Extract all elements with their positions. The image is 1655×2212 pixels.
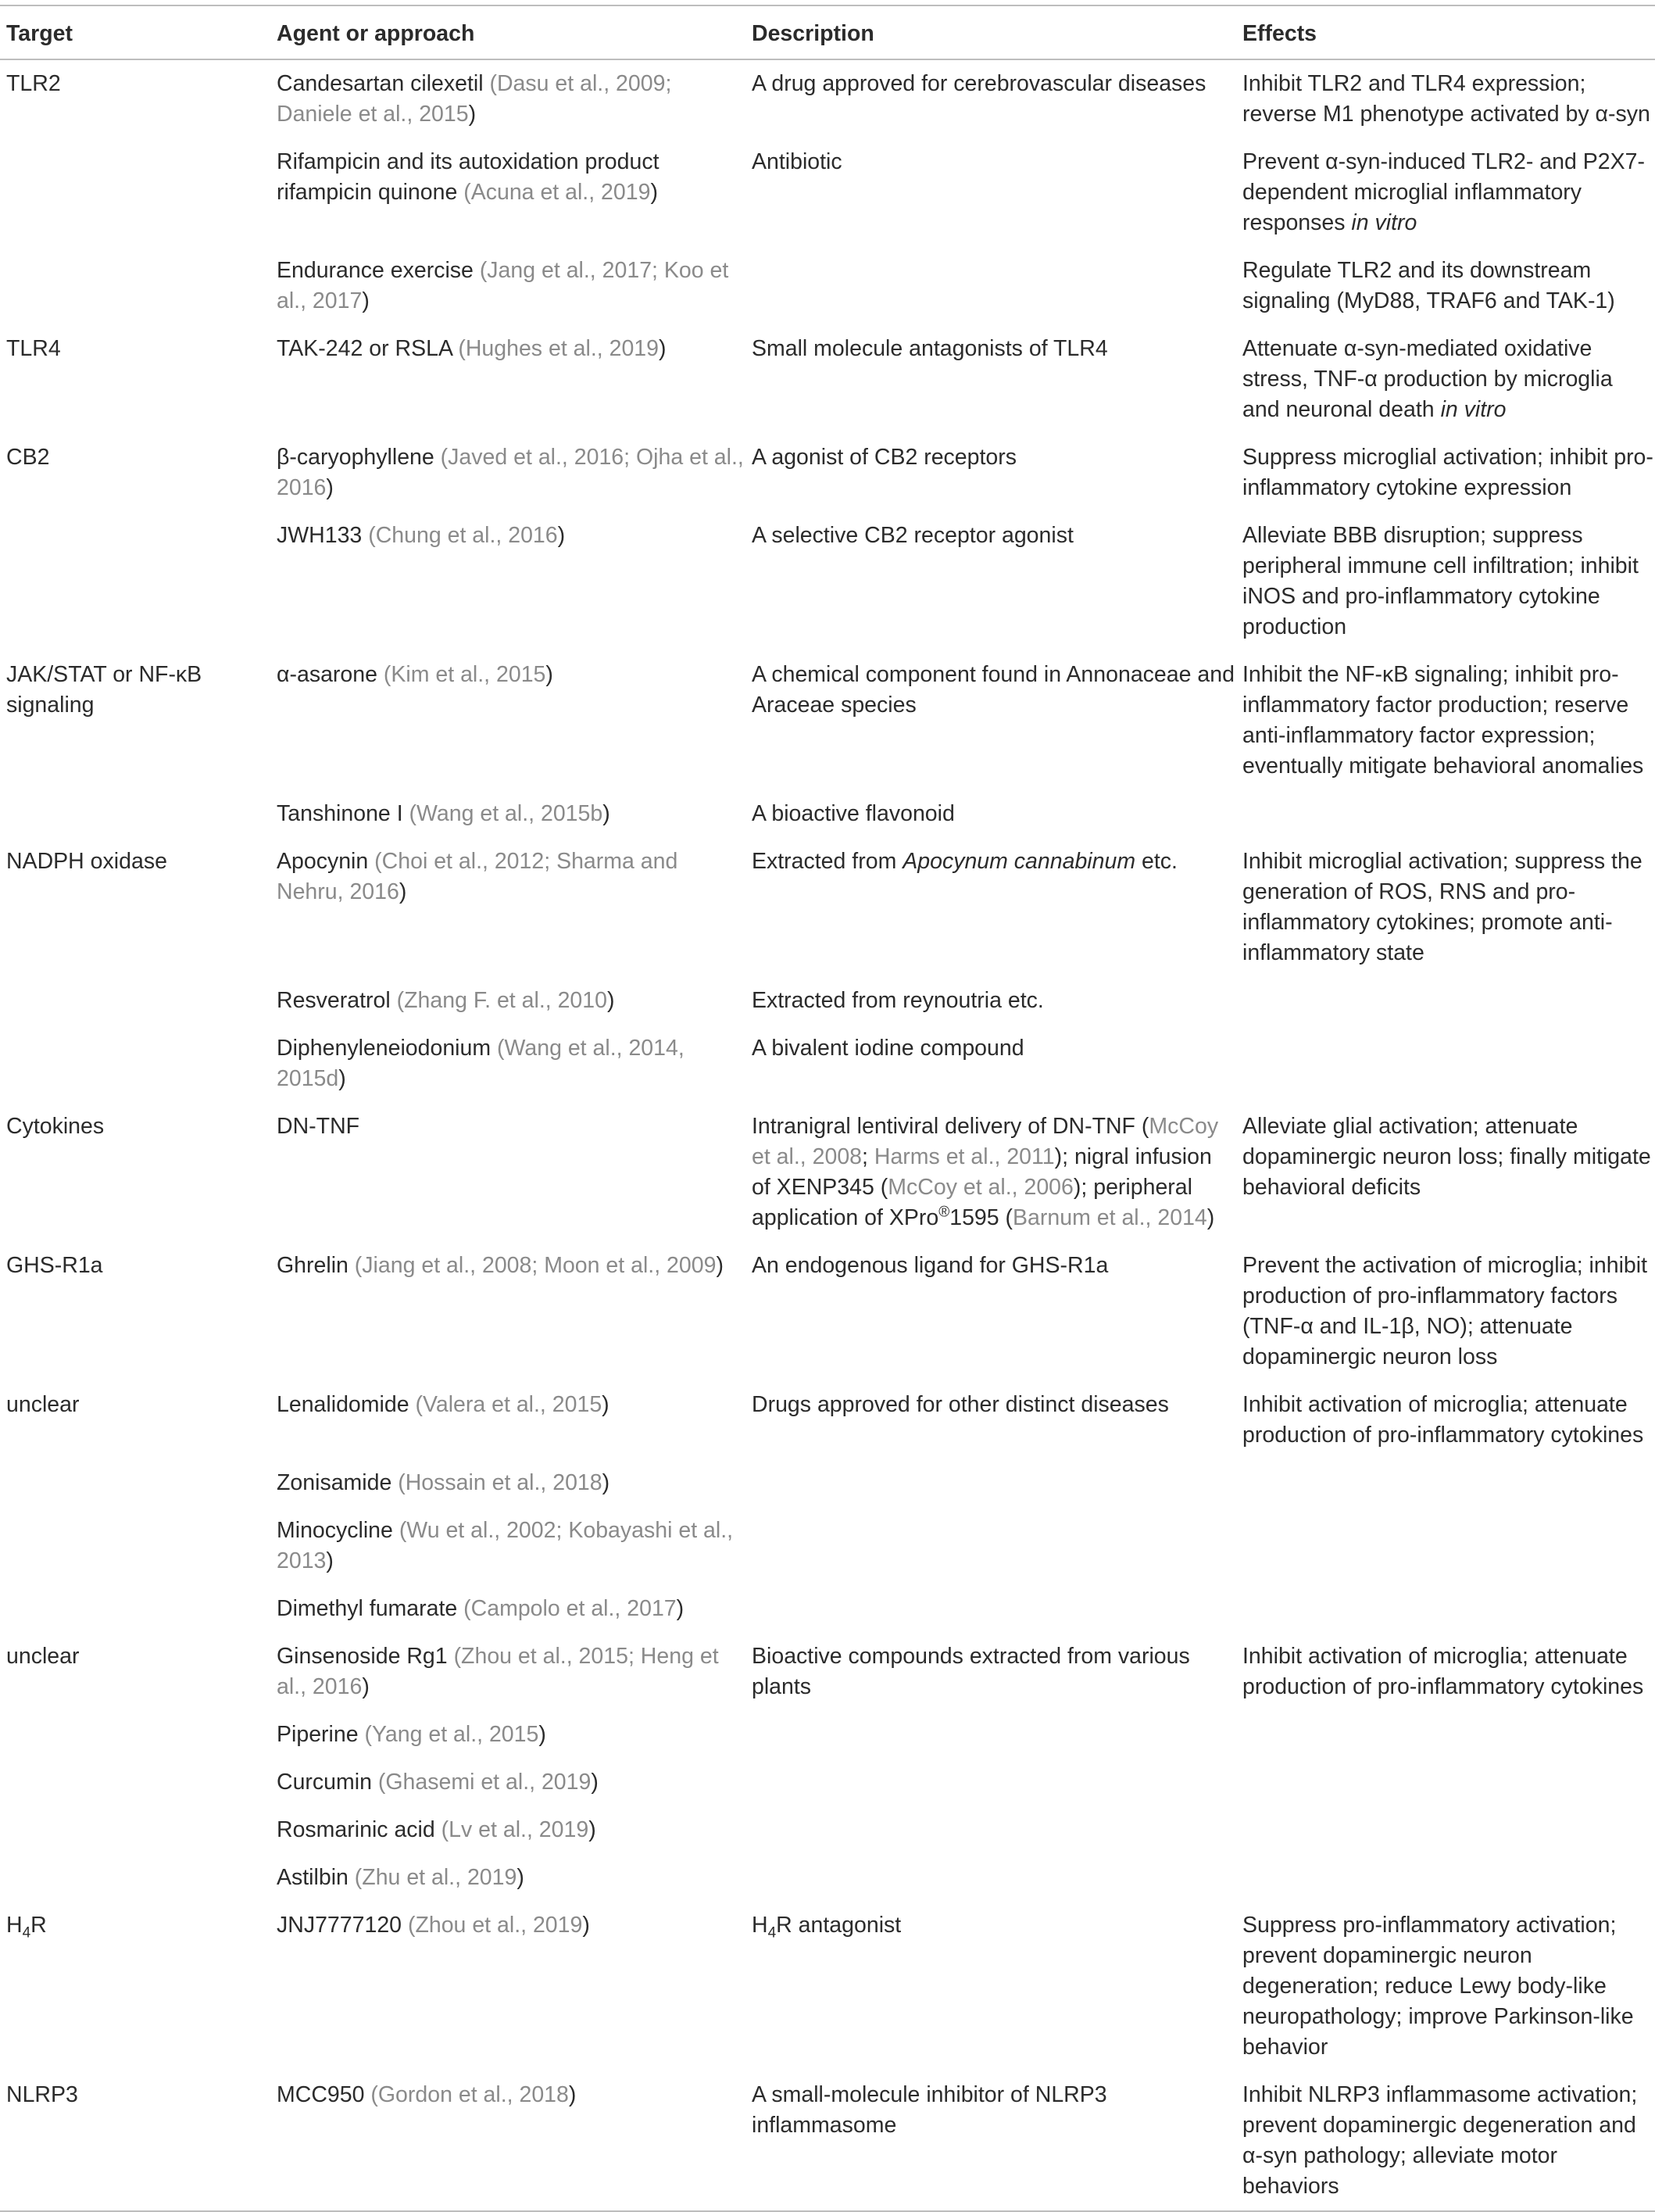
text-run: ) [659,336,667,361]
text-run: ; [862,1144,874,1169]
table-row [0,790,1655,838]
citation-link: Barnum et al., 2014 [1013,1205,1207,1230]
text-run: Rifampicin and its autoxidation product rifampicin quinone [277,149,659,205]
cell-effects [1236,1242,1655,1381]
cell-agent [270,1711,745,1759]
table-row [0,1633,1655,1711]
cell-description [745,1585,1236,1633]
text-run: Ginsenoside Rg1 [277,1644,454,1669]
text-run: TLR4 [6,336,61,361]
text-run: A small-molecule inhibitor of NLRP3 inflammasome [752,2082,1107,2138]
cell-effects [1236,512,1655,651]
cell-agent [270,325,745,434]
cell-target [0,2071,270,2211]
cell-effects [1236,2071,1655,2211]
citation-link: Heng et al., 2016 [277,1644,719,1699]
italic-text: in vitro [1351,210,1417,235]
citation-link: (Javed et al., 2016; [440,445,631,470]
cell-agent [270,1633,745,1711]
cell-target [0,325,270,434]
text-run: ) [362,288,370,313]
text-run: Prevent the activation of microglia; inhibit production of pro-inflammatory factors (TNF-α and IL-1β, NO); attenuate dopaminergic neuron loss [1242,1253,1648,1369]
cell-description [745,1025,1236,1103]
table-body [0,59,1655,2211]
citation-link: (Dasu et al., 2009; [489,71,672,96]
cell-effects [1236,1711,1655,1759]
citation-link: (Zhang F. et al., 2010 [396,988,607,1013]
cell-agent [270,1507,745,1585]
citation-link: (Zhou et al., 2019 [407,1913,583,1938]
citation-link: (Wang et al., 2015b [409,801,603,826]
text-run: An endogenous ligand for GHS-R1a [752,1253,1109,1278]
cell-effects [1236,1585,1655,1633]
cell-effects [1236,1854,1655,1902]
cell-target [0,59,270,138]
text-run: ) [582,1913,590,1938]
cell-description [745,59,1236,138]
header-description: Description [745,5,1236,59]
text-run: ) [716,1253,724,1278]
text-run: Candesartan cilexetil [277,71,490,96]
citation-link: Daniele et al., 2015 [277,102,469,127]
text-run: Rosmarinic acid [277,1817,441,1842]
text-run: ) [602,1392,609,1417]
cell-description [745,1806,1236,1854]
header-agent: Agent or approach [270,5,745,59]
citation-link: (Zhu et al., 2019 [354,1865,517,1890]
table-row [0,1103,1655,1242]
citation-link: (Hossain et al., 2018 [398,1470,602,1495]
table-row [0,1242,1655,1381]
citation-link: Koo et al., 2017 [277,258,729,313]
text-run: unclear [6,1392,80,1417]
text-run: A agonist of CB2 receptors [752,445,1017,470]
citation-link: Ojha et al., 2016 [277,445,744,500]
cell-target [0,512,270,651]
cell-description [745,977,1236,1025]
text-run: ) [468,102,477,127]
cell-agent [270,247,745,325]
citation-link: (Ghasemi et al., 2019 [377,1770,592,1795]
text-run: CB2 [6,445,50,470]
table-row [0,1025,1655,1103]
citation-link: McCoy et al., 2008 [752,1114,1219,1169]
text-run: H [6,1913,23,1938]
cell-target [0,1242,270,1381]
citation-link: (Choi et al., 2012; [374,849,551,874]
text-run: Intranigral lentiviral delivery of DN-TNF ( [752,1114,1149,1139]
citation-link: 2015d [277,1066,339,1091]
therapeutics-table [0,5,1655,2212]
cell-description [745,790,1236,838]
citation-link: (Hughes et al., 2019 [458,336,659,361]
superscript: ® [938,1204,950,1221]
text-run: R antagonist [776,1913,902,1938]
text-run: etc. [1135,849,1178,874]
citation-link: (Gordon et al., 2018 [370,2082,569,2107]
text-run: ); peripheral application of XPro [752,1175,1192,1230]
cell-effects [1236,59,1655,138]
text-run: ) [650,180,658,205]
citation-link: (Jiang et al., 2008; [354,1253,538,1278]
cell-agent [270,434,745,512]
cell-effects [1236,790,1655,838]
cell-target [0,247,270,325]
text-run: ) [517,1865,524,1890]
citation-link: (Wu et al., 2002; [399,1518,563,1543]
cell-target [0,1585,270,1633]
text-run: Suppress microglial activation; inhibit pro-inflammatory cytokine expression [1242,445,1653,500]
cell-description [745,434,1236,512]
cell-agent [270,977,745,1025]
table-row [0,59,1655,138]
header-row [0,5,1655,59]
subscript: 4 [767,1924,777,1942]
text-run: JNJ7777120 [277,1913,408,1938]
text-run: Piperine [277,1722,365,1747]
cell-agent [270,512,745,651]
text-run: NLRP3 [6,2082,78,2107]
text-run: Regulate TLR2 and its downstream signaling (MyD88, TRAF6 and TAK-1) [1242,258,1615,313]
text-run: ) [676,1596,685,1621]
cell-effects [1236,1633,1655,1711]
text-run: Curcumin [277,1770,378,1795]
cell-effects [1236,434,1655,512]
text-run: ) [1206,1205,1215,1230]
citation-link: (Wang et al., 2014, [497,1036,685,1061]
text-run: Alleviate glial activation; attenuate dopaminergic neuron loss; finally mitigate behavioral deficits [1242,1114,1651,1200]
cell-agent [270,1585,745,1633]
table-row [0,1381,1655,1459]
text-run: Inhibit the NF-κB signaling; inhibit pro-inflammatory factor production; reserve anti-inflammatory factor expression; eventually mitigate behavioral anomalies [1242,662,1644,778]
citation-link: (Chung et al., 2016 [368,523,558,548]
text-run: unclear [6,1644,80,1669]
citation-link: McCoy et al., 2006 [888,1175,1074,1200]
text-run [658,258,664,283]
cell-target [0,1711,270,1759]
text-run: ) [602,1470,610,1495]
cell-description [745,838,1236,977]
text-run: ) [326,475,334,500]
cell-target [0,1854,270,1902]
table-row [0,1585,1655,1633]
cell-description [745,651,1236,790]
text-run: MCC950 [277,2082,371,2107]
text-run: ) [545,662,553,687]
text-run: Bioactive compounds extracted from various plants [752,1644,1190,1699]
cell-effects [1236,1507,1655,1585]
table-row [0,1507,1655,1585]
table-row [0,512,1655,651]
cell-agent [270,2071,745,2211]
cell-target [0,651,270,790]
table-row [0,2071,1655,2211]
text-run: Astilbin [277,1865,355,1890]
text-run: ) [326,1548,334,1573]
text-run: GHS-R1a [6,1253,103,1278]
text-run: ) [602,801,610,826]
cell-effects [1236,977,1655,1025]
cell-description [745,1854,1236,1902]
cell-description [745,1711,1236,1759]
cell-agent [270,59,745,138]
text-run: Tanshinone I [277,801,409,826]
cell-target [0,1806,270,1854]
cell-agent [270,1103,745,1242]
cell-agent [270,838,745,977]
cell-agent [270,1759,745,1806]
table-row [0,247,1655,325]
cell-description [745,138,1236,247]
cell-effects [1236,651,1655,790]
text-run: ) [538,1722,546,1747]
table-row [0,138,1655,247]
cell-agent [270,1902,745,2071]
subscript: 4 [22,1924,31,1942]
text-run: ) [591,1770,599,1795]
text-run: Inhibit activation of microglia; attenuate production of pro-inflammatory cytokines [1242,1644,1644,1699]
cell-target [0,1507,270,1585]
table-row [0,838,1655,977]
header-effects: Effects [1236,5,1655,59]
citation-link: (Lv et al., 2019 [441,1817,589,1842]
cell-target [0,138,270,247]
text-run: Extracted from [752,849,903,874]
cell-description [745,1242,1236,1381]
text-run: TLR2 [6,71,61,96]
table-row [0,1902,1655,2071]
cell-description [745,1759,1236,1806]
text-run: ) [557,523,566,548]
text-run: Diphenyleneiodonium [277,1036,498,1061]
cell-agent [270,1242,745,1381]
citation-link: (Jang et al., 2017; [479,258,658,283]
text-run: DN-TNF [277,1114,360,1139]
text-run: ) [399,879,407,904]
header-target: Target [0,5,270,59]
cell-agent [270,1854,745,1902]
text-run: Drugs approved for other distinct diseases [752,1392,1169,1417]
citation-link: (Zhou et al., 2015; [453,1644,634,1669]
cell-description [745,1459,1236,1507]
text-run: Apocynin [277,849,375,874]
cell-agent [270,651,745,790]
table-row [0,434,1655,512]
text-run: Minocycline [277,1518,399,1543]
cell-agent [270,1459,745,1507]
table-row [0,651,1655,790]
text-run: Antibiotic [752,149,842,174]
cell-description [745,1381,1236,1459]
text-run: A chemical component found in Annonaceae and Araceae species [752,662,1235,718]
text-run: NADPH oxidase [6,849,167,874]
text-run: Ghrelin [277,1253,355,1278]
cell-effects [1236,1459,1655,1507]
cell-effects [1236,1759,1655,1806]
text-run: ) [588,1817,596,1842]
table-row [0,1759,1655,1806]
table-row [0,977,1655,1025]
cell-description [745,1633,1236,1711]
text-run: Inhibit TLR2 and TLR4 expression; reverse M1 phenotype activated by α-syn [1242,71,1650,127]
text-run [630,445,636,470]
text-run [550,849,556,874]
cell-target [0,1459,270,1507]
cell-target [0,838,270,977]
text-run: Cytokines [6,1114,105,1139]
cell-description [745,247,1236,325]
cell-target [0,1381,270,1459]
cell-effects [1236,838,1655,977]
cell-target [0,1025,270,1103]
citation-link: Kobayashi et al., 2013 [277,1518,734,1573]
text-run: Endurance exercise [277,258,480,283]
text-run: ) [338,1066,346,1091]
text-run [634,1644,641,1669]
cell-description [745,1103,1236,1242]
cell-target [0,977,270,1025]
cell-target [0,1103,270,1242]
text-run: α-asarone [277,662,384,687]
text-run: Lenalidomide [277,1392,416,1417]
cell-agent [270,1025,745,1103]
cell-effects [1236,1103,1655,1242]
italic-text: Apocynum cannabinum [903,849,1136,874]
cell-effects [1236,138,1655,247]
cell-effects [1236,1381,1655,1459]
cell-description [745,1902,1236,2071]
text-run: ) [568,2082,577,2107]
citation-link: (Acuna et al., 2019 [463,180,651,205]
citation-link: (Yang et al., 2015 [364,1722,539,1747]
cell-description [745,512,1236,651]
cell-target [0,1902,270,2071]
text-run: Dimethyl fumarate [277,1596,464,1621]
table-header [0,5,1655,59]
text-run: A drug approved for cerebrovascular diseases [752,71,1206,96]
text-run: H [752,1913,768,1938]
table-row [0,1854,1655,1902]
table-row [0,1806,1655,1854]
cell-effects [1236,1806,1655,1854]
text-run: Extracted from reynoutria etc. [752,988,1044,1013]
text-run: Resveratrol [277,988,397,1013]
cell-description [745,1507,1236,1585]
text-run: ) [606,988,615,1013]
citation-link: Moon et al., 2009 [544,1253,717,1278]
text-run: A bioactive flavonoid [752,801,955,826]
text-run: Inhibit NLRP3 inflammasome activation; prevent dopaminergic degeneration and α-syn pathology; alleviate motor behaviors [1242,2082,1638,2199]
text-run: R [30,1913,47,1938]
citation-link: Sharma and Nehru, 2016 [277,849,678,904]
citation-link: (Campolo et al., 2017 [463,1596,677,1621]
text-run: Small molecule antagonists of TLR4 [752,336,1108,361]
text-run: A bivalent iodine compound [752,1036,1024,1061]
cell-agent [270,1806,745,1854]
cell-target [0,1759,270,1806]
text-run: Inhibit microglial activation; suppress the generation of ROS, RNS and pro-inflammatory cytokines; promote anti-inflammatory state [1242,849,1642,965]
citation-link: Harms et al., 2011 [874,1144,1055,1169]
text-run: 1595 ( [949,1205,1013,1230]
cell-target [0,434,270,512]
text-run: Alleviate BBB disruption; suppress peripheral immune cell infiltration; inhibit iNOS and pro-inflammatory cytokine production [1242,523,1639,639]
table-row [0,1711,1655,1759]
italic-text: in vitro [1440,397,1507,422]
text-run: Zonisamide [277,1470,399,1495]
text-run: ); nigral infusion of XENP345 ( [752,1144,1212,1200]
cell-effects [1236,1902,1655,2071]
text-run: β-caryophyllene [277,445,441,470]
citation-link: (Kim et al., 2015 [383,662,546,687]
cell-agent [270,1381,745,1459]
cell-description [745,325,1236,434]
cell-agent [270,138,745,247]
table-row [0,325,1655,434]
text-run: ) [362,1674,370,1699]
cell-effects [1236,247,1655,325]
cell-effects [1236,325,1655,434]
text-run: A selective CB2 receptor agonist [752,523,1074,548]
cell-description [745,2071,1236,2211]
cell-effects [1236,1025,1655,1103]
text-run: TAK-242 or RSLA [277,336,459,361]
text-run: Attenuate α-syn-mediated oxidative stress, TNF-α production by microglia and neuronal death [1242,336,1613,422]
text-run: Inhibit activation of microglia; attenuate production of pro-inflammatory cytokines [1242,1392,1644,1448]
cell-target [0,1633,270,1711]
cell-target [0,790,270,838]
table-row [0,1459,1655,1507]
cell-agent [270,790,745,838]
text-run: Prevent α-syn-induced TLR2- and P2X7-dependent microglial inflammatory responses [1242,149,1645,235]
text-run: Suppress pro-inflammatory activation; prevent dopaminergic neuron degeneration; reduce Lewy body-like neuropathology; improve Parkinson-like behavior [1242,1913,1634,2060]
citation-link: (Valera et al., 2015 [415,1392,602,1417]
text-run: JAK/STAT or NF-κB signaling [6,662,202,718]
text-run: JWH133 [277,523,369,548]
